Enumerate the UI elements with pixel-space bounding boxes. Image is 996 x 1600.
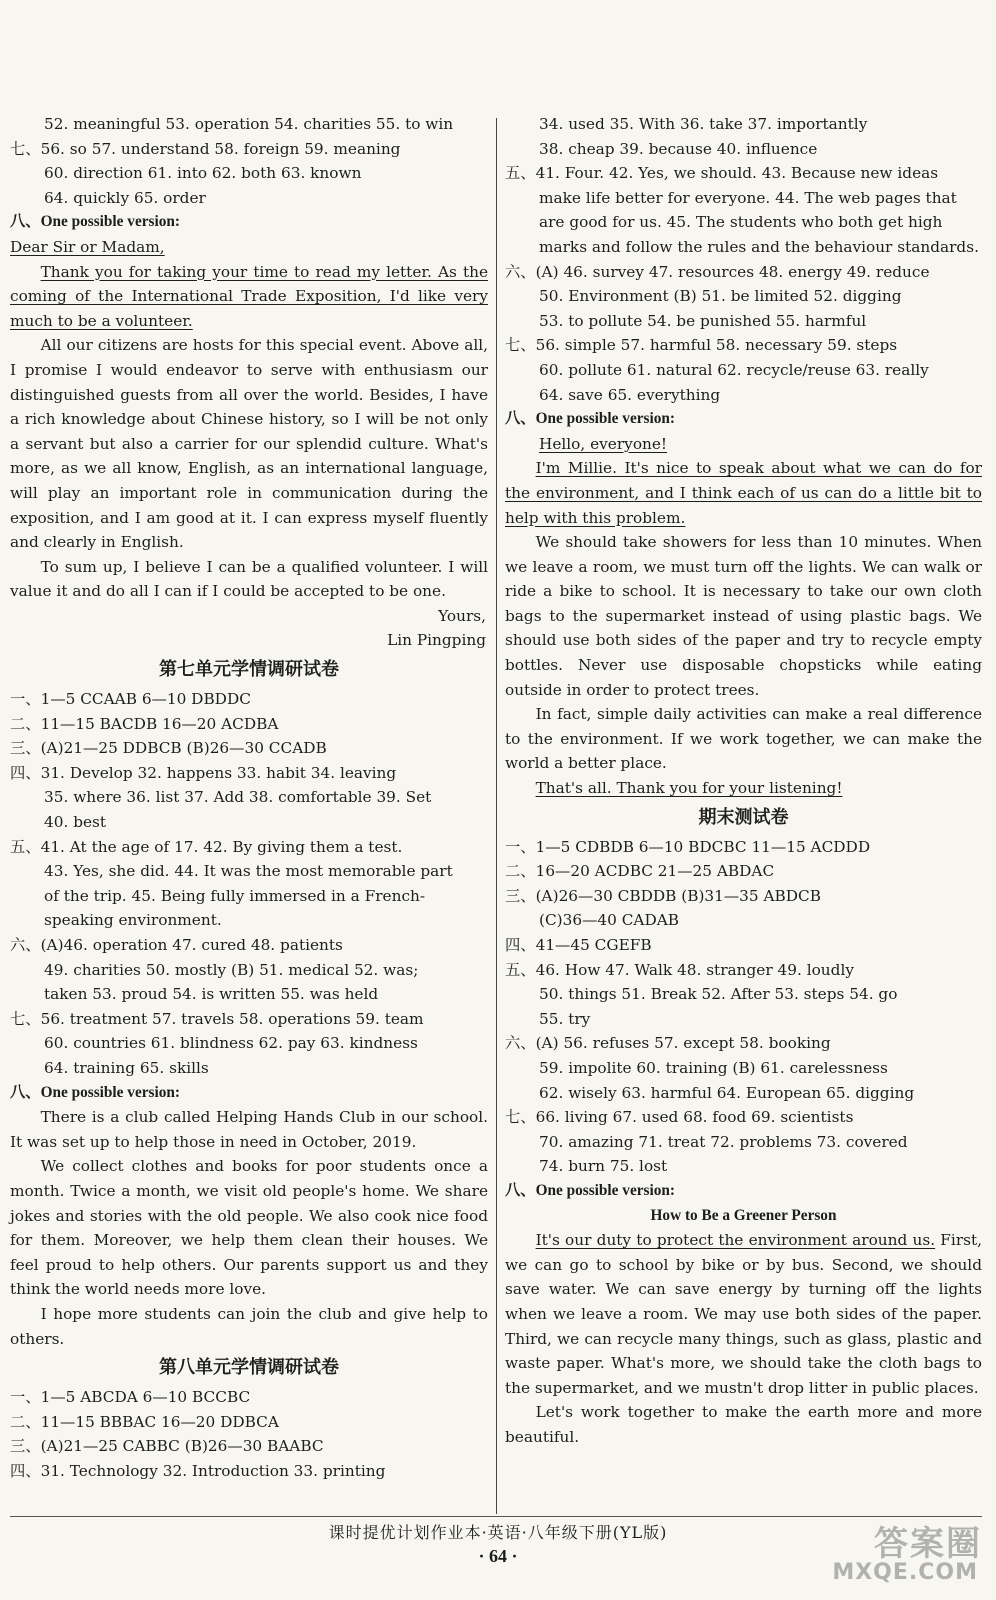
answer-line: 七、56. so 57. understand 58. foreign 59. meaning (10, 139, 401, 158)
essay-paragraph: Let's work together to make the earth more and more beautiful. (505, 1403, 982, 1446)
answer-line: of the trip. 45. Being fully immersed in a French- (44, 886, 426, 905)
answer-line: 50. things 51. Break 52. After 53. steps 54. go (539, 985, 898, 1004)
answer-line: 55. try (539, 1009, 591, 1028)
watermark-main: 答案圈 (874, 1524, 982, 1564)
unit8-title: 第八单元学情调研试卷 (159, 1357, 339, 1379)
answer-line: 64. quickly 65. order (44, 188, 206, 207)
answer-line: 60. countries 61. blindness 62. pay 63. kindness (44, 1034, 418, 1053)
speech-paragraph: We should take showers for less than 10 minutes. When we leave a room, we must turn off the lights. We can walk or ride a bike to school. It is necessary to take our own cloth bags to the supermarket instead of using plastic bags. We should use both sides of the paper and try to recycle empty bottles. Never use disposable chopsticks while eating outside in order to protect trees. (505, 533, 982, 699)
answer-line: 74. burn 75. lost (539, 1157, 668, 1176)
answer-line: 64. training 65. skills (44, 1058, 209, 1077)
watermark-logo (822, 1516, 982, 1586)
right-column (505, 112, 982, 1449)
column-divider (496, 118, 497, 1514)
answer-line: 六、(A)46. operation 47. cured 48. patients (10, 936, 343, 954)
unit7-title: 第七单元学情调研试卷 (159, 659, 339, 681)
answer-line: 53. to pollute 54. be punished 55. harmful (539, 311, 867, 330)
answer-line: 四、41—45 CGEFB (505, 936, 652, 954)
answer-line: 七、56. treatment 57. travels 58. operations 59. team (10, 1009, 424, 1028)
answer-line: make life better for everyone. 44. The web pages that (539, 188, 957, 207)
answer-line: 一、1—5 ABCDA 6—10 BCCBC (10, 1388, 251, 1407)
watermark-url: MXQE.COM (832, 1560, 978, 1585)
answer-line: marks and follow the rules and the behaviour standards. (539, 237, 979, 256)
answer-line: 七、56. simple 57. harmful 58. necessary 59. steps (505, 336, 898, 355)
answer-line: 二、11—15 BBBAC 16—20 DDBCA (10, 1412, 279, 1431)
essay-paragraph: There is a club called Helping Hands Club in our school. It was set up to help those in need in October, 2019. (10, 1108, 488, 1151)
answer-line: 一、1—5 CCAAB 6—10 DBDDC (10, 690, 251, 709)
answer-line: 50. Environment (B) 51. be limited 52. digging (539, 287, 902, 306)
speech-greeting: Hello, everyone! (539, 434, 668, 453)
section-heading: 八、One possible version: (505, 1181, 675, 1199)
answer-line: 二、16—20 ACDBC 21—25 ABDAC (505, 862, 775, 881)
answer-line: 40. best (44, 813, 107, 832)
letter-paragraph: All our citizens are hosts for this special event. Above all, I promise I would endeavor to serve with enthusiasm our distinguished guests from all over the world. Besides, I have a rich knowledge about Chinese history, so I will be not only a servant but also a carrier for our splendid culture. What's more, as we all know, English, as an international language, will play an important role in communication during the exposition, and I am good at it. I can express myself fluently and clearly in English. (10, 336, 488, 552)
answer-line: 三、(A)21—25 CABBC (B)26—30 BAABC (10, 1437, 324, 1456)
letter-signature: Lin Pingping (387, 631, 486, 650)
answer-line: 59. impolite 60. training (B) 61. carelessness (539, 1058, 888, 1077)
section-heading: 八、One possible version: (10, 213, 180, 231)
essay-paragraph (505, 1228, 982, 1400)
answer-line: 60. pollute 61. natural 62. recycle/reuse 63. really (539, 360, 929, 379)
speech-paragraph: I'm Millie. It's nice to speak about what we can do for the environment, and I think each of us can do a little bit to help with this problem. (505, 459, 982, 527)
answer-line: 38. cheap 39. because 40. influence (539, 139, 818, 158)
answer-line: taken 53. proud 54. is written 55. was held (44, 985, 379, 1004)
section-heading: 八、One possible version: (505, 410, 675, 428)
answer-line: 五、41. At the age of 17. 42. By giving them a test. (10, 837, 403, 856)
letter-salutation: Dear Sir or Madam, (10, 237, 165, 256)
answer-line: 六、(A) 46. survey 47. resources 48. energy 49. reduce (505, 262, 930, 281)
answer-line: 52. meaningful 53. operation 54. charities 55. to win (44, 115, 454, 133)
letter-paragraph: Thank you for taking your time to read my letter. As the coming of the International Trade Exposition, I'd like very much to be a volunteer. (10, 262, 488, 330)
answer-line: 60. direction 61. into 62. both 63. known (44, 164, 362, 183)
answer-line: 49. charities 50. mostly (B) 51. medical 52. was; (44, 960, 419, 979)
answer-line: 43. Yes, she did. 44. It was the most memorable part (44, 862, 453, 881)
answer-line: 六、(A) 56. refuses 57. except 58. booking (505, 1034, 831, 1053)
left-column (10, 112, 488, 1483)
answer-line: 五、46. How 47. Walk 48. stranger 49. loudly (505, 960, 854, 979)
answer-line: 三、(A)26—30 CBDDB (B)31—35 ABDCB (505, 886, 822, 905)
answer-line: 64. save 65. everything (539, 385, 721, 404)
speech-paragraph: That's all. Thank you for your listening! (535, 779, 843, 798)
essay-paragraph: We collect clothes and books for poor students once a month. Twice a month, we visit old people's home. We share jokes and stories with the old people. We also cook nice food for them. Moreover, we help them clean their houses. We feel proud to help others. Our parents support us and they think the world needs more love. (10, 1157, 488, 1299)
answer-line: 一、1—5 CDBDB 6—10 BDCBC 11—15 ACDDD (505, 837, 871, 856)
answer-line: 四、31. Technology 32. Introduction 33. printing (10, 1461, 386, 1480)
letter-closing: Yours, (438, 606, 486, 625)
answer-line: 四、31. Develop 32. happens 33. habit 34. leaving (10, 763, 397, 782)
answer-line: 五、41. Four. 42. Yes, we should. 43. Because new ideas (505, 164, 939, 183)
answer-line: 34. used 35. With 36. take 37. importantly (539, 115, 868, 133)
answer-line: (C)36—40 CADAB (539, 911, 680, 930)
section-heading: 八、One possible version: (10, 1083, 180, 1101)
final-exam-title: 期末测试卷 (698, 806, 789, 828)
answer-line: speaking environment. (44, 911, 222, 930)
essay-body: First, we can go to school by bike or by bus. Second, we should save water. We can save energy by turning off the lights when we leave a room. We may use both sides of the paper. Third, we can recycle many things, such as glass, plastic and waste paper. What's more, we should take the cloth bags to the supermarket, and we mustn't drop litter in public places. (505, 1231, 982, 1397)
page-number: · 64 · (478, 1546, 518, 1566)
letter-paragraph: To sum up, I believe I can be a qualified volunteer. I will value it and do all I can if I could be accepted to be one. (10, 557, 488, 601)
answer-line: 三、(A)21—25 DDBCB (B)26—30 CCADB (10, 739, 327, 758)
answer-line: 35. where 36. list 37. Add 38. comfortable 39. Set (44, 788, 432, 807)
answer-line: 七、66. living 67. used 68. food 69. scientists (505, 1108, 854, 1127)
essay-paragraph: I hope more students can join the club and give help to others. (10, 1304, 488, 1348)
answer-line: 二、11—15 BACDB 16—20 ACDBA (10, 714, 279, 733)
essay-title: How to Be a Greener Person (650, 1206, 837, 1224)
answer-line: are good for us. 45. The students who both get high (539, 213, 943, 232)
essay-topic-sentence: It's our duty to protect the environment around us. (535, 1231, 936, 1250)
answer-line: 70. amazing 71. treat 72. problems 73. covered (539, 1132, 908, 1151)
answer-line: 62. wisely 63. harmful 64. European 65. digging (539, 1083, 915, 1102)
footer-book-title: 课时提优计划作业本·英语·八年级下册(YL版) (328, 1523, 668, 1542)
speech-paragraph: In fact, simple daily activities can make a real difference to the environment. If we work together, we can make the world a better place. (505, 705, 982, 773)
